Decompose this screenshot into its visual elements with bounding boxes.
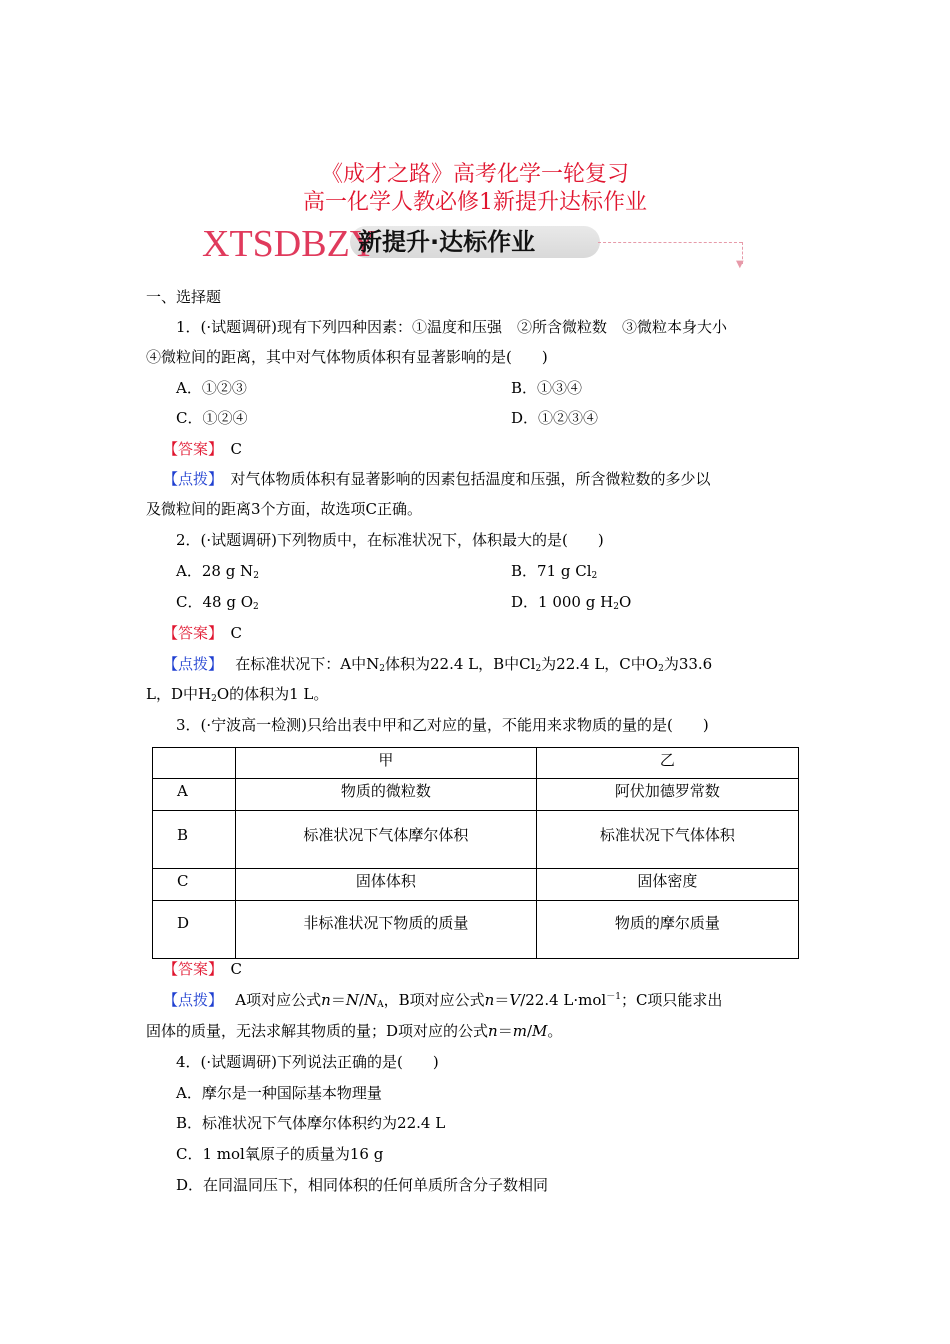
q3-tip-line2 — [146, 1021, 562, 1041]
q3-table — [152, 747, 799, 959]
banner-arrow-icon: ▼ — [736, 259, 744, 270]
formula-var: M — [532, 1022, 548, 1040]
tip-text: 对气体物质体积有显著影响的因素包括温度和压强，所含微粒数的多少以 — [230, 470, 711, 488]
q4-option-b: B．标准状况下气体摩尔体积约为22.4 L — [176, 1114, 446, 1132]
answer-value: C — [230, 624, 243, 642]
table-cell: 非标准状况下物质的质量 — [236, 901, 537, 959]
subscript: 2 — [658, 664, 664, 674]
tip-text: L，D中H — [146, 685, 212, 703]
tip-text: ，B项对应公式 — [383, 991, 485, 1009]
q2-answer — [163, 623, 242, 643]
formula-var: N — [364, 991, 378, 1009]
tip-text: 为22.4 L，C中O — [541, 655, 659, 673]
table-row — [153, 811, 799, 869]
table-cell: 标准状况下气体摩尔体积 — [236, 811, 537, 869]
subscript: 2 — [535, 664, 542, 674]
q1-option-b: B．①③④ — [511, 379, 583, 397]
subscript: 2 — [253, 602, 259, 612]
table-cell: B — [153, 811, 236, 869]
tip-text: 为33.6 — [663, 655, 713, 673]
formula-var: V — [509, 991, 521, 1009]
formula-var: n — [484, 991, 495, 1009]
tip-text: ；C项只能求出 — [620, 991, 723, 1009]
tip-text: 体积为22.4 L，B中Cl — [385, 655, 536, 673]
table-cell: D — [153, 901, 236, 959]
q1-stem-line2: ④微粒间的距离，其中对气体物质体积有显著影响的是( ) — [146, 348, 548, 366]
q2-tip-line2 — [146, 684, 328, 704]
table-row — [153, 869, 799, 901]
tip-text: A项对应公式 — [235, 991, 322, 1009]
answer-value: C — [230, 960, 243, 978]
table-row — [153, 779, 799, 811]
table-cell: A — [153, 779, 236, 811]
table-cell: C — [153, 869, 236, 901]
formula-var: n — [321, 991, 331, 1009]
q4-option-c: C．1 mol氧原子的质量为16 g — [176, 1145, 384, 1163]
table-header-cell — [153, 748, 236, 779]
q2-option-d-text: D．1 000 g H — [511, 593, 614, 611]
q2-option-a — [176, 561, 259, 581]
table-header-cell: 乙 — [536, 748, 798, 779]
answer-tag: 【答案】 — [163, 624, 216, 642]
subscript: 2 — [379, 664, 385, 674]
tip-tag: 【点拨】 — [163, 655, 216, 673]
answer-tag: 【答案】 — [163, 440, 216, 458]
banner-dashed-line — [598, 242, 742, 243]
subscript: 2 — [613, 602, 619, 612]
table-cell: 阿伏加德罗常数 — [536, 779, 798, 811]
q2-option-d-text-end: O — [618, 593, 632, 611]
answer-tag: 【答案】 — [163, 960, 216, 978]
table-cell: 固体体积 — [236, 869, 537, 901]
subscript: 2 — [591, 571, 598, 581]
answer-value: C — [230, 440, 243, 458]
q1-stem-line1: 1．(·试题调研)现有下列四种因素：①温度和压强 ②所含微粒数 ③微粒本身大小 — [176, 318, 728, 336]
tip-tag: 【点拨】 — [163, 991, 216, 1009]
table-cell: 标准状况下气体体积 — [536, 811, 798, 869]
table-header-row — [153, 748, 799, 779]
q1-option-d: D．①②③④ — [511, 409, 599, 427]
q2-option-c — [176, 592, 259, 612]
formula-var: N — [345, 991, 359, 1009]
formula-op: ＝ — [330, 991, 346, 1009]
superscript: －1 — [606, 992, 621, 1002]
q2-option-b-text: B．71 g Cl — [511, 562, 592, 580]
subscript: A — [377, 1000, 384, 1010]
tip-text: O的体积为1 L。 — [216, 685, 329, 703]
tip-text: 。 — [547, 1022, 563, 1040]
q3-answer — [163, 959, 242, 979]
banner-chinese-text: 新提升·达标作业 — [358, 228, 536, 256]
formula-op: ＝ — [497, 1022, 513, 1040]
q1-answer — [163, 439, 242, 459]
q2-option-d — [511, 592, 631, 612]
table-cell: 物质的摩尔质量 — [536, 901, 798, 959]
q1-option-a: A．①②③ — [176, 379, 247, 397]
q2-option-a-text: A．28 g N — [176, 562, 254, 580]
formula-op: ＝ — [494, 991, 510, 1009]
q1-option-c: C．①②④ — [176, 409, 248, 427]
q4-stem: 4．(·试题调研)下列说法正确的是( ) — [176, 1053, 439, 1071]
formula-op: / — [358, 991, 365, 1009]
tip-text: 在标准状况下：A中N — [235, 655, 380, 673]
tip-tag: 【点拨】 — [163, 470, 216, 488]
table-header-cell: 甲 — [236, 748, 537, 779]
q1-tip-line1 — [163, 469, 711, 489]
q4-option-d: D．在同温同压下，相同体积的任何单质所含分子数相同 — [176, 1176, 549, 1194]
tip-text: 固体的质量，无法求解其物质的量；D项对应的公式 — [146, 1022, 489, 1040]
table-cell: 固体密度 — [536, 869, 798, 901]
subscript: 2 — [253, 571, 259, 581]
q3-stem: 3．(·宁波高一检测)只给出表中甲和乙对应的量，不能用来求物质的量的是( ) — [176, 716, 709, 734]
doc-title-line1: 《成才之路》高考化学一轮复习 — [320, 162, 629, 187]
q3-tip-line1 — [163, 990, 722, 1010]
q2-option-b — [511, 561, 597, 581]
formula-var: n — [488, 1022, 498, 1040]
doc-title-line2: 高一化学人教必修1新提升达标作业 — [303, 190, 647, 215]
subscript: 2 — [211, 694, 217, 704]
q2-option-c-text: C．48 g O — [176, 593, 253, 611]
q2-tip-line1 — [163, 654, 712, 674]
q4-option-a: A．摩尔是一种国际基本物理量 — [176, 1084, 382, 1102]
banner-latin-text: XTSDBZY — [202, 223, 378, 265]
q2-stem: 2．(·试题调研)下列物质中，在标准状况下，体积最大的是( ) — [176, 531, 604, 549]
table-cell: 物质的微粒数 — [236, 779, 537, 811]
section-heading: 一、选择题 — [146, 288, 222, 306]
formula-var: m — [512, 1022, 527, 1040]
tip-text: /22.4 L·mol — [520, 991, 607, 1009]
q1-tip-line2: 及微粒间的距离3个方面，故选项C正确。 — [146, 500, 423, 518]
section-banner — [200, 220, 752, 272]
table-row — [153, 901, 799, 959]
formula-op: / — [526, 1022, 533, 1040]
